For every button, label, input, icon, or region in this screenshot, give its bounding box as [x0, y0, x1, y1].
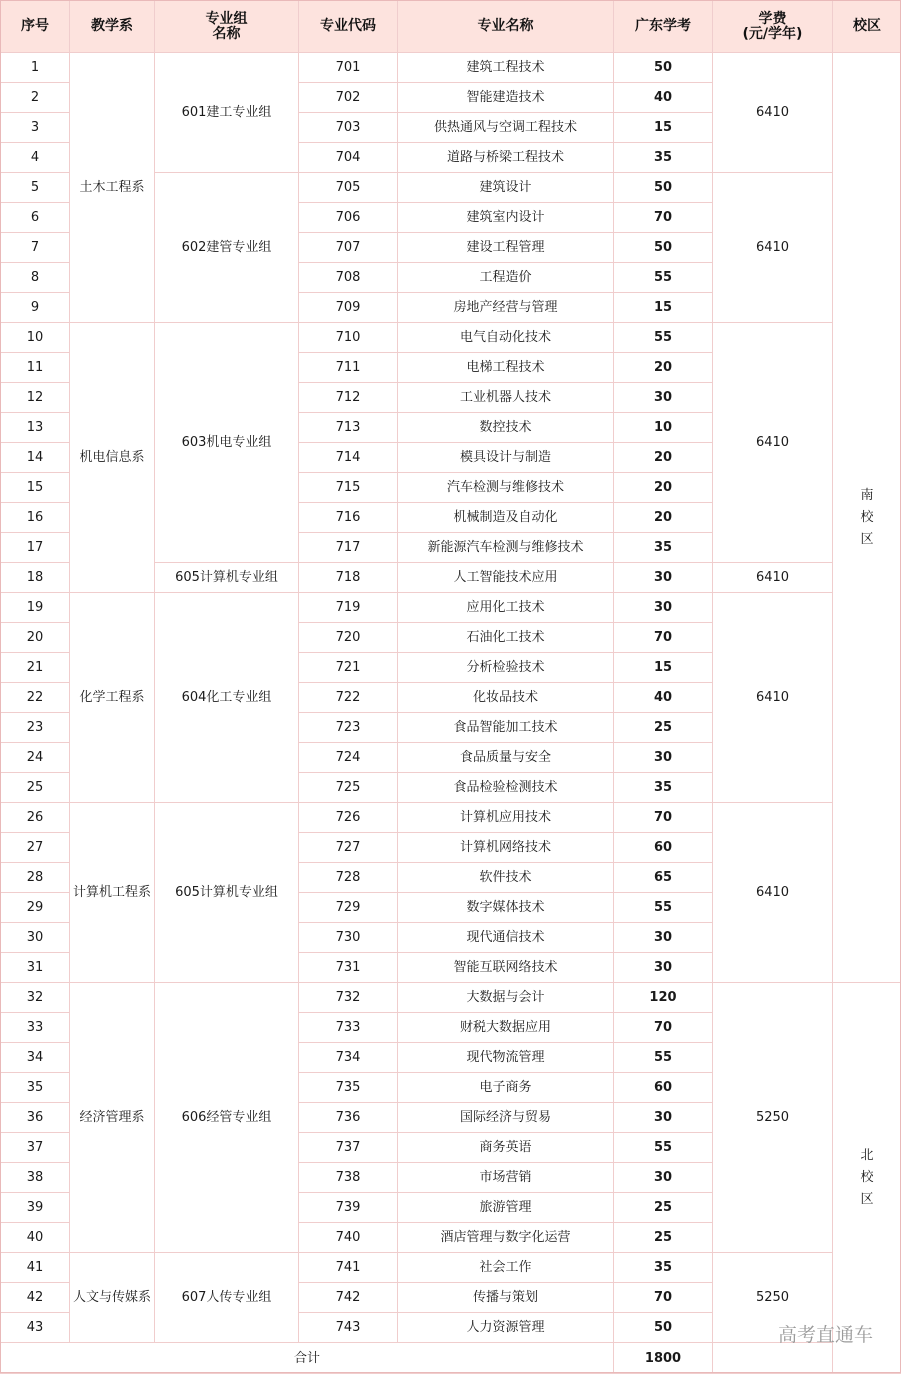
quota-cell: 30: [614, 563, 713, 593]
code-cell: 719: [299, 593, 398, 623]
index-cell: 18: [1, 563, 70, 593]
index-cell: 31: [1, 953, 70, 983]
index-cell: 39: [1, 1193, 70, 1223]
major-cell: 食品检验检测技术: [398, 773, 614, 803]
major-cell: 智能互联网络技术: [398, 953, 614, 983]
group-cell: 601建工专业组: [155, 53, 299, 173]
code-cell: 714: [299, 443, 398, 473]
index-cell: 10: [1, 323, 70, 353]
table-row: [1, 983, 901, 1013]
code-cell: 729: [299, 893, 398, 923]
code-cell: 702: [299, 83, 398, 113]
code-cell: 740: [299, 1223, 398, 1253]
quota-cell: 25: [614, 1223, 713, 1253]
major-cell: 房地产经营与管理: [398, 293, 614, 323]
campus-char: 校: [833, 507, 901, 529]
index-cell: 20: [1, 623, 70, 653]
major-cell: 建筑工程技术: [398, 53, 614, 83]
total-label: 合计: [1, 1343, 614, 1374]
department-cell: 化学工程系: [70, 593, 155, 803]
quota-cell: 70: [614, 1283, 713, 1313]
campus-cell: [833, 53, 901, 983]
index-cell: 4: [1, 143, 70, 173]
major-cell: 食品质量与安全: [398, 743, 614, 773]
major-cell: 旅游管理: [398, 1193, 614, 1223]
quota-cell: 30: [614, 383, 713, 413]
group-cell: 605计算机专业组: [155, 803, 299, 983]
index-cell: 34: [1, 1043, 70, 1073]
major-cell: 应用化工技术: [398, 593, 614, 623]
header-row: [1, 1, 901, 53]
department-cell: 机电信息系: [70, 323, 155, 593]
index-cell: 16: [1, 503, 70, 533]
index-cell: 38: [1, 1163, 70, 1193]
header-guangdong: 广东学考: [614, 1, 713, 53]
major-cell: 汽车检测与维修技术: [398, 473, 614, 503]
major-cell: 电气自动化技术: [398, 323, 614, 353]
campus-char: 区: [833, 529, 901, 551]
fee-cell: 6410: [713, 53, 833, 173]
quota-cell: 55: [614, 1133, 713, 1163]
index-cell: 36: [1, 1103, 70, 1133]
group-cell: 604化工专业组: [155, 593, 299, 803]
index-cell: 41: [1, 1253, 70, 1283]
index-cell: 5: [1, 173, 70, 203]
code-cell: 739: [299, 1193, 398, 1223]
fee-cell: 6410: [713, 323, 833, 563]
index-cell: 6: [1, 203, 70, 233]
quota-cell: 20: [614, 443, 713, 473]
code-cell: 726: [299, 803, 398, 833]
fee-cell: 5250: [713, 983, 833, 1253]
watermark: 高考直通车: [778, 1320, 873, 1347]
quota-cell: 60: [614, 1073, 713, 1103]
code-cell: 715: [299, 473, 398, 503]
quota-cell: 40: [614, 683, 713, 713]
major-cell: 数字媒体技术: [398, 893, 614, 923]
quota-cell: 35: [614, 1253, 713, 1283]
total-value: 1800: [614, 1343, 713, 1374]
header-campus: 校区: [833, 1, 901, 53]
index-cell: 3: [1, 113, 70, 143]
campus-char: 北: [833, 1145, 901, 1167]
department-cell: 经济管理系: [70, 983, 155, 1253]
code-cell: 720: [299, 623, 398, 653]
quota-cell: 25: [614, 1193, 713, 1223]
quota-cell: 30: [614, 1163, 713, 1193]
header-group-line2: 名称: [155, 27, 298, 42]
index-cell: 7: [1, 233, 70, 263]
index-cell: 28: [1, 863, 70, 893]
group-cell: 602建管专业组: [155, 173, 299, 323]
major-cell: 商务英语: [398, 1133, 614, 1163]
code-cell: 735: [299, 1073, 398, 1103]
major-cell: 市场营销: [398, 1163, 614, 1193]
index-cell: 9: [1, 293, 70, 323]
fee-cell: 5250: [713, 1253, 833, 1343]
code-cell: 710: [299, 323, 398, 353]
header-major: 专业名称: [398, 1, 614, 53]
quota-cell: 20: [614, 473, 713, 503]
quota-cell: 15: [614, 293, 713, 323]
major-cell: 供热通风与空调工程技术: [398, 113, 614, 143]
major-cell: 机械制造及自动化: [398, 503, 614, 533]
quota-cell: 15: [614, 113, 713, 143]
total-fee-empty: [713, 1343, 833, 1374]
index-cell: 17: [1, 533, 70, 563]
table-row: [1, 1253, 901, 1283]
code-cell: 716: [299, 503, 398, 533]
index-cell: 24: [1, 743, 70, 773]
quota-cell: 50: [614, 53, 713, 83]
quota-cell: 55: [614, 323, 713, 353]
index-cell: 35: [1, 1073, 70, 1103]
code-cell: 717: [299, 533, 398, 563]
header-code: 专业代码: [299, 1, 398, 53]
major-cell: 人工智能技术应用: [398, 563, 614, 593]
major-cell: 财税大数据应用: [398, 1013, 614, 1043]
quota-cell: 20: [614, 503, 713, 533]
table-row: [1, 593, 901, 623]
code-cell: 721: [299, 653, 398, 683]
header-group-line1: 专业组: [155, 12, 298, 27]
group-cell: 606经管专业组: [155, 983, 299, 1253]
quota-cell: 50: [614, 233, 713, 263]
header-index: 序号: [1, 1, 70, 53]
index-cell: 26: [1, 803, 70, 833]
code-cell: 733: [299, 1013, 398, 1043]
quota-cell: 70: [614, 623, 713, 653]
quota-cell: 35: [614, 773, 713, 803]
major-cell: 分析检验技术: [398, 653, 614, 683]
major-cell: 酒店管理与数字化运营: [398, 1223, 614, 1253]
major-cell: 大数据与会计: [398, 983, 614, 1013]
code-cell: 732: [299, 983, 398, 1013]
department-cell: 土木工程系: [70, 53, 155, 323]
major-cell: 人力资源管理: [398, 1313, 614, 1343]
quota-cell: 55: [614, 1043, 713, 1073]
index-cell: 14: [1, 443, 70, 473]
quota-cell: 20: [614, 353, 713, 383]
quota-cell: 35: [614, 533, 713, 563]
group-cell: 603机电专业组: [155, 323, 299, 563]
table-row: [1, 803, 901, 833]
table-row: [1, 323, 901, 353]
index-cell: 40: [1, 1223, 70, 1253]
index-cell: 25: [1, 773, 70, 803]
campus-char: 区: [833, 1189, 901, 1211]
index-cell: 27: [1, 833, 70, 863]
code-cell: 709: [299, 293, 398, 323]
header-fee-line2: (元/学年): [713, 27, 832, 42]
code-cell: 703: [299, 113, 398, 143]
header-group: [155, 1, 299, 53]
header-fee-line1: 学费: [713, 12, 832, 27]
index-cell: 8: [1, 263, 70, 293]
quota-cell: 50: [614, 173, 713, 203]
code-cell: 741: [299, 1253, 398, 1283]
fee-cell: 6410: [713, 563, 833, 593]
index-cell: 32: [1, 983, 70, 1013]
department-cell: 计算机工程系: [70, 803, 155, 983]
code-cell: 708: [299, 263, 398, 293]
index-cell: 21: [1, 653, 70, 683]
group-cell: 605计算机专业组: [155, 563, 299, 593]
quota-cell: 60: [614, 833, 713, 863]
fee-cell: 6410: [713, 173, 833, 323]
code-cell: 738: [299, 1163, 398, 1193]
code-cell: 737: [299, 1133, 398, 1163]
quota-cell: 25: [614, 713, 713, 743]
major-cell: 电子商务: [398, 1073, 614, 1103]
major-cell: 工程造价: [398, 263, 614, 293]
table-body: [1, 53, 901, 1374]
code-cell: 711: [299, 353, 398, 383]
index-cell: 29: [1, 893, 70, 923]
major-cell: 数控技术: [398, 413, 614, 443]
major-cell: 传播与策划: [398, 1283, 614, 1313]
quota-cell: 55: [614, 263, 713, 293]
quota-cell: 30: [614, 953, 713, 983]
index-cell: 33: [1, 1013, 70, 1043]
code-cell: 742: [299, 1283, 398, 1313]
major-cell: 社会工作: [398, 1253, 614, 1283]
fee-cell: 6410: [713, 593, 833, 803]
major-cell: 建筑室内设计: [398, 203, 614, 233]
major-cell: 食品智能加工技术: [398, 713, 614, 743]
major-cell: 电梯工程技术: [398, 353, 614, 383]
major-cell: 现代物流管理: [398, 1043, 614, 1073]
index-cell: 15: [1, 473, 70, 503]
quota-cell: 50: [614, 1313, 713, 1343]
code-cell: 713: [299, 413, 398, 443]
quota-cell: 65: [614, 863, 713, 893]
major-cell: 现代通信技术: [398, 923, 614, 953]
index-cell: 42: [1, 1283, 70, 1313]
quota-cell: 15: [614, 653, 713, 683]
code-cell: 743: [299, 1313, 398, 1343]
quota-cell: 30: [614, 923, 713, 953]
major-cell: 计算机网络技术: [398, 833, 614, 863]
major-cell: 模具设计与制造: [398, 443, 614, 473]
code-cell: 730: [299, 923, 398, 953]
quota-cell: 70: [614, 803, 713, 833]
quota-cell: 35: [614, 143, 713, 173]
major-cell: 石油化工技术: [398, 623, 614, 653]
quota-cell: 30: [614, 1103, 713, 1133]
group-cell: 607人传专业组: [155, 1253, 299, 1343]
quota-cell: 70: [614, 203, 713, 233]
code-cell: 705: [299, 173, 398, 203]
index-cell: 19: [1, 593, 70, 623]
major-cell: 建设工程管理: [398, 233, 614, 263]
index-cell: 2: [1, 83, 70, 113]
code-cell: 704: [299, 143, 398, 173]
index-cell: 22: [1, 683, 70, 713]
quota-cell: 10: [614, 413, 713, 443]
quota-cell: 40: [614, 83, 713, 113]
header-department: 教学系: [70, 1, 155, 53]
index-cell: 11: [1, 353, 70, 383]
fee-cell: 6410: [713, 803, 833, 983]
quota-cell: 30: [614, 743, 713, 773]
major-cell: 智能建造技术: [398, 83, 614, 113]
index-cell: 13: [1, 413, 70, 443]
code-cell: 728: [299, 863, 398, 893]
index-cell: 37: [1, 1133, 70, 1163]
major-cell: 新能源汽车检测与维修技术: [398, 533, 614, 563]
major-cell: 计算机应用技术: [398, 803, 614, 833]
code-cell: 736: [299, 1103, 398, 1133]
campus-char: 南: [833, 485, 901, 507]
quota-cell: 70: [614, 1013, 713, 1043]
header-fee: [713, 1, 833, 53]
quota-cell: 30: [614, 593, 713, 623]
code-cell: 731: [299, 953, 398, 983]
quota-cell: 55: [614, 893, 713, 923]
department-cell: 人文与传媒系: [70, 1253, 155, 1343]
code-cell: 718: [299, 563, 398, 593]
major-cell: 建筑设计: [398, 173, 614, 203]
code-cell: 712: [299, 383, 398, 413]
major-cell: 工业机器人技术: [398, 383, 614, 413]
major-cell: 软件技术: [398, 863, 614, 893]
campus-char: 校: [833, 1167, 901, 1189]
code-cell: 706: [299, 203, 398, 233]
index-cell: 12: [1, 383, 70, 413]
code-cell: 701: [299, 53, 398, 83]
major-cell: 化妆品技术: [398, 683, 614, 713]
major-cell: 道路与桥梁工程技术: [398, 143, 614, 173]
major-cell: 国际经济与贸易: [398, 1103, 614, 1133]
campus-cell: [833, 983, 901, 1374]
code-cell: 722: [299, 683, 398, 713]
total-row: [1, 1343, 901, 1374]
index-cell: 30: [1, 923, 70, 953]
index-cell: 43: [1, 1313, 70, 1343]
code-cell: 723: [299, 713, 398, 743]
table-row: [1, 53, 901, 83]
code-cell: 727: [299, 833, 398, 863]
quota-cell: 120: [614, 983, 713, 1013]
code-cell: 734: [299, 1043, 398, 1073]
code-cell: 724: [299, 743, 398, 773]
code-cell: 725: [299, 773, 398, 803]
code-cell: 707: [299, 233, 398, 263]
index-cell: 23: [1, 713, 70, 743]
index-cell: 1: [1, 53, 70, 83]
